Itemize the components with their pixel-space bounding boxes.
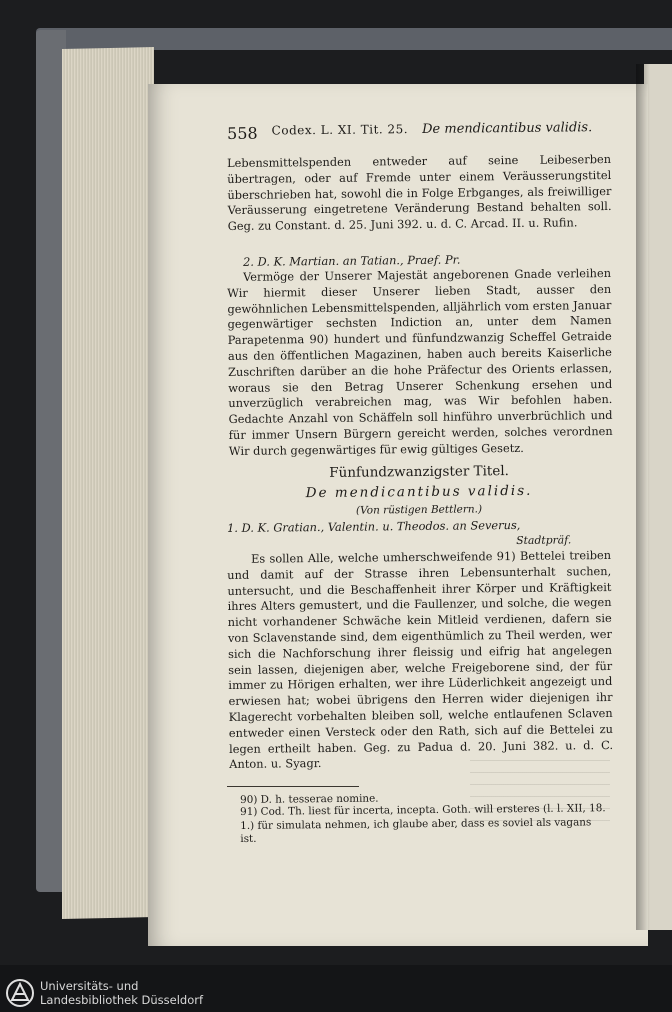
library-name-line2: Landesbibliothek Düsseldorf xyxy=(40,993,204,1007)
gutter-shadow xyxy=(636,64,650,930)
section-heading-role: Stadtpräf. xyxy=(516,533,572,547)
page-number: 558 xyxy=(227,123,258,143)
latin-title: De mendicantibus validis. xyxy=(305,482,533,502)
subtitle: (Von rüstigen Bettlern.) xyxy=(355,503,483,517)
paragraph-gratian: Es sollen Alle, welche umherschweifende 91) Bettelei treiben und damit auf der Strasse ihren Lebensunterhalt suchen, untersucht, und die Beschaffenheit ihrer Körper und Kräftigkeit ihres Alters gemustert, und die Faullenzer, und solche, die wegen nicht vorhandener Schwäche kein Mitleid verdienen, dafern sie von Sclavenstande sind, dem eigenthümlich zu Theil werden, wer sich die Nachforschung ihrer fleissig und eifrig hat angelegen sein lassen, diejenigen aber, welche Freigeborene sind, der für immer zu Hörigen erhalten, wer ihre Lüderlichkeit angezeigt und erwiesen hat; wobei übrigens den Herren wider diejenigen ihr Klagerecht vorbehalten bleiben soll, welche entlaufenen Sclaven entweder einen Versteck oder den Rath, sich auf die Bettelei zu legen ertheilt haben. Geg. zu Padua d. 20. Juni 382. u. d. C. Anton. u. Syagr. xyxy=(227,547,614,772)
paragraph-continuation: Lebensmittelspenden entweder auf seine Leibeserben übertragen, oder auf Fremde unter einem Veräusserungstitel überschrieben hat, sowohl die in Folge Erbganges, als freiwilliger Veräusserung eingetretene Veränderung Bestand behalten soll. Geg. zu Constant. d. 25. Juni 392. u. d. C. Arcad. II. u. Rufin. xyxy=(227,151,612,234)
paragraph-martian: Vermöge der Unserer Majestät angeborenen Gnade verleihen Wir hiermit dieser Unserer lieben Stadt, ausser den gewöhnlichen Lebensmittelspenden, alljährlich vom ersten Januar gegenwärtiger sechsten Indiction an, unter dem Namen Parapetenma 90) hundert und fünfundzwanzig Scheffel Getraide aus den öffentlichen Magazinen, haben auch bereits Kaiserliche Zuschriften darüber an die hohe Präfectur des Orients erlassen, woraus sie den Betrag Unserer Schenkung ersehen und unverzüglich verabreichen mag, was Wir befohlen haben. Gedachte Anzahl von Schäffeln soll hinführo unverbrüchlich und für immer Unsern Bürgern gereicht werden, solches verordnen Wir durch gegenwärtiges für ewig gültiges Gesetz. xyxy=(227,265,613,458)
library-logo-icon xyxy=(5,978,35,1008)
page-edges xyxy=(62,47,154,919)
section-heading-martian: 2. D. K. Martian. an Tatian., Praef. Pr. xyxy=(243,252,461,269)
footnote-91: 91) Cod. Th. liest für incerta, incepta. Goth. will ersteres (l. l. XII, 18. 1.) für simulata nehmen, ich glaube aber, dass es soviel als vagans ist. xyxy=(240,802,606,845)
footnote-90: 90) D. h. tesserae nomine. xyxy=(240,792,379,806)
header-title: De mendicantibus validis. xyxy=(422,120,593,137)
footnote-rule xyxy=(227,786,359,787)
library-name-line1: Universitäts- und xyxy=(40,979,139,993)
section-heading-gratian-text: 1. D. K. Gratian., Valentin. u. Theodos. an Severus, xyxy=(227,517,521,535)
running-header xyxy=(227,120,611,143)
library-name xyxy=(40,979,203,1007)
section-heading-gratian xyxy=(227,516,611,552)
codex-reference: Codex. L. XI. Tit. 25. xyxy=(271,122,409,138)
chapter-heading: Fünfundzwanzigster Titel. xyxy=(329,463,509,481)
